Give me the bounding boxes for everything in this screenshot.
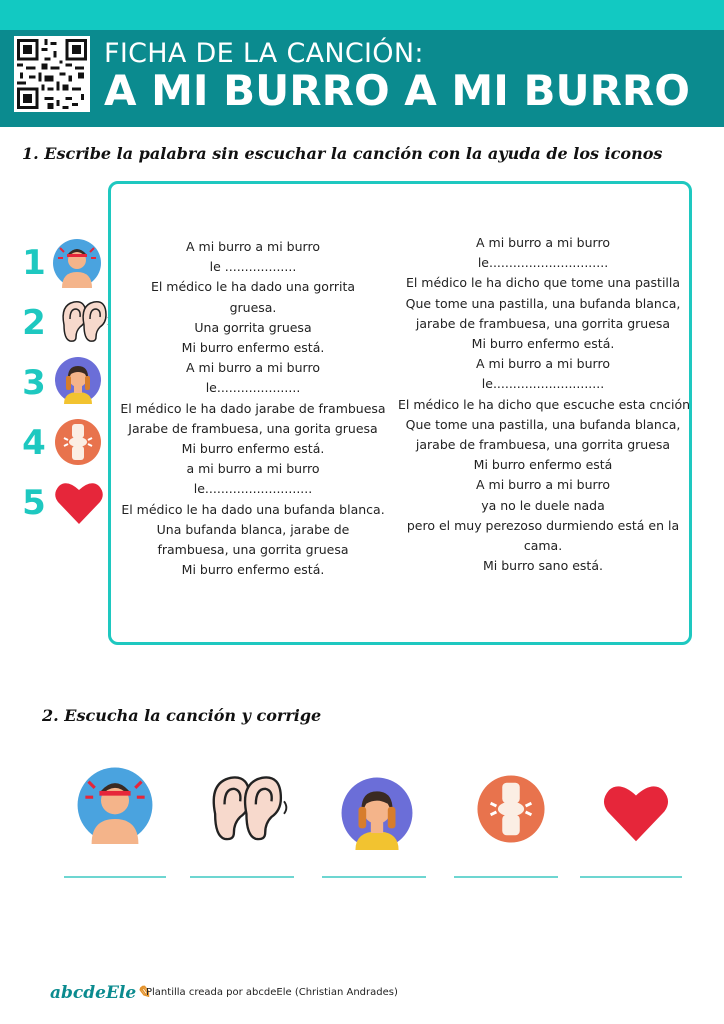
heart-icon <box>602 782 670 844</box>
lyric-line: A mi burro a mi burro <box>476 235 610 250</box>
lyric-line: Mi burro enfermo está. <box>181 340 325 356</box>
lyric-line: Mi burro sano está. <box>483 558 603 574</box>
icon-number-3: 3 <box>22 363 46 403</box>
answer-line-5[interactable] <box>580 876 682 878</box>
lyric-line: Jarabe de frambuesa, una gorita gruesa <box>128 420 378 436</box>
headache-icon <box>76 766 154 844</box>
lyrics-column-left <box>118 237 388 580</box>
pencil-icon: ✎ <box>136 983 151 1003</box>
icon-number-1: 1 <box>22 243 46 283</box>
lyric-line: ya no le duele nada <box>481 497 605 513</box>
answer-line-3[interactable] <box>322 876 426 878</box>
knee-icon <box>476 774 546 844</box>
section-1-heading: 1. Escribe la palabra sin escuchar la canción con la ayuda de los iconos <box>22 144 663 163</box>
headache-icon <box>52 238 102 288</box>
worksheet-kicker: FICHA DE LA CANCIÓN: <box>104 38 424 69</box>
lyric-line: cama. <box>523 538 563 554</box>
lyric-line: le........................... <box>193 481 313 497</box>
lyric-line: El médico le ha dado jarabe de frambuesa <box>120 400 386 416</box>
lyric-line: El médico le ha dicho que escuche esta cnción <box>398 396 691 412</box>
lyric-line: le .................. <box>209 259 297 275</box>
lyric-line: El médico le ha dado una gorrita <box>150 279 356 295</box>
answer-line-1[interactable] <box>64 876 166 878</box>
lyric-line: A mi burro a mi burro <box>186 360 320 376</box>
lyric-line: le..................... <box>205 380 301 396</box>
lyric-line: Mi burro enfermo está. <box>181 441 325 457</box>
throat-icon <box>340 776 414 850</box>
qr-code-icon[interactable] <box>14 36 90 112</box>
lyric-line: Mi burro enfermo está <box>473 457 613 473</box>
ears-icon <box>58 297 112 343</box>
icon-number-2: 2 <box>22 303 46 343</box>
lyric-line: a mi burro a mi burro <box>186 461 320 477</box>
logo-text: abcdeEle <box>50 983 137 1003</box>
abcdeele-logo <box>50 983 150 1003</box>
footer-credit: Plantilla creada por abcdeEle (Christian Andrades) <box>146 987 398 998</box>
top-accent-strip <box>0 0 724 30</box>
lyric-line: pero el muy perezoso durmiendo está en la <box>406 517 680 533</box>
throat-icon <box>54 356 102 404</box>
lyric-line: Que tome una pastilla, una bufanda blanca, <box>405 295 681 311</box>
lyric-line: le.............................. <box>477 255 609 271</box>
lyric-line: le............................ <box>481 376 605 392</box>
lyric-line: jarabe de frambuesa, una gorrita gruesa <box>415 315 671 331</box>
icon-number-4: 4 <box>22 423 46 463</box>
icon-number-5: 5 <box>22 483 46 523</box>
answer-line-2[interactable] <box>190 876 294 878</box>
lyric-line: jarabe de frambuesa, una gorrita gruesa <box>415 437 671 453</box>
lyric-line: Mi burro enfermo está. <box>471 336 615 352</box>
ears-icon <box>200 770 296 842</box>
lyric-line: Que tome una pastilla, una bufanda blanca, <box>405 416 681 432</box>
lyric-line: Una bufanda blanca, jarabe de <box>156 521 350 537</box>
lyric-line: A mi burro a mi burro <box>476 356 610 372</box>
lyric-line: A mi burro a mi burro <box>476 477 610 493</box>
answer-line-4[interactable] <box>454 876 558 878</box>
lyric-line: Mi burro enfermo está. <box>181 562 325 578</box>
lyrics-column-right <box>398 233 691 576</box>
song-title: A MI BURRO A MI BURRO <box>104 66 690 115</box>
lyric-line: gruesa. <box>229 299 277 315</box>
knee-icon <box>54 418 102 466</box>
lyric-line: Una gorrita gruesa <box>194 319 312 335</box>
heart-icon <box>54 480 104 526</box>
lyric-line: El médico le ha dicho que tome una pastilla <box>405 275 681 291</box>
section-2-heading: 2. Escucha la canción y corrige <box>42 706 322 725</box>
lyric-line: El médico le ha dado una bufanda blanca. <box>121 501 385 517</box>
lyric-line: frambuesa, una gorrita gruesa <box>157 542 349 558</box>
lyric-line: A mi burro a mi burro <box>186 239 320 254</box>
